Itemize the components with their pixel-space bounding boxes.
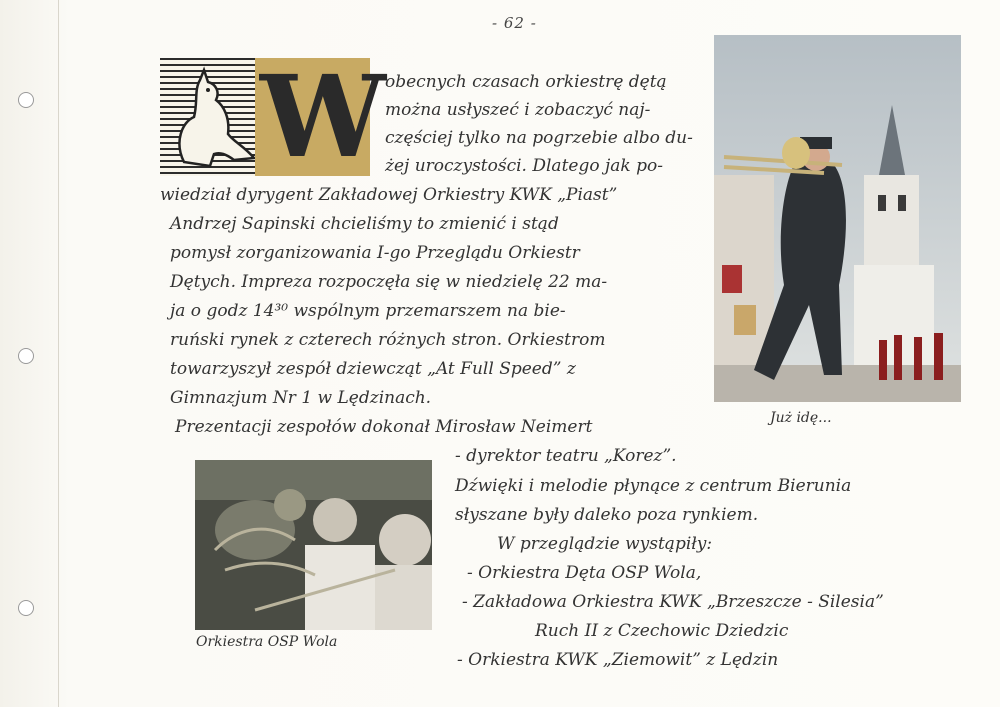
text-line: ja o godz 14³⁰ wspólnym przemarszem na bie-: [170, 301, 566, 321]
text-line: - Orkiestra Dęta OSP Wola,: [467, 563, 702, 583]
initial-letter: W: [260, 52, 386, 183]
text-line: Dźwięki i melodie płynące z centrum Bierunia: [455, 476, 852, 496]
text-line: Ruch II z Czechowic Dziedzic: [535, 621, 789, 641]
trombone-player-photo: [714, 35, 961, 402]
orchestra-photo: [195, 460, 432, 630]
text-line: - dyrektor teatru „Korez”.: [455, 446, 677, 466]
text-line: W przeglądzie wystąpiły:: [497, 534, 713, 554]
text-line: można usłyszeć i zobaczyć naj-: [385, 100, 651, 120]
text-line: towarzyszył zespół dziewcząt „At Full Speed” z: [170, 359, 576, 379]
bottom-photo-caption: Orkiestra OSP Wola: [196, 634, 338, 650]
kangaroo-illustration-icon: [164, 62, 260, 172]
text-line: obecnych czasach orkiestrę dętą: [385, 72, 667, 92]
text-line: częściej tylko na pogrzebie albo du-: [385, 128, 693, 148]
punch-hole-middle: [18, 348, 34, 364]
text-line: Gimnazjum Nr 1 w Lędzinach.: [170, 388, 432, 408]
binder-margin-line: [58, 0, 59, 707]
photo-image: [195, 460, 432, 630]
text-line: wiedział dyrygent Zakładowej Orkiestry KWK „Piast”: [160, 185, 618, 205]
page-number: - 62 -: [492, 14, 537, 32]
text-line: słyszane były daleko poza rynkiem.: [455, 505, 759, 525]
text-line: Dętych. Impreza rozpoczęła się w niedzielę 22 ma-: [170, 272, 608, 292]
text-line: Andrzej Sapinski chcieliśmy to zmienić i stąd: [170, 214, 559, 234]
photo-image: [714, 35, 961, 402]
top-photo-caption: Już idę...: [770, 410, 832, 426]
text-line: ruński rynek z czterech różnych stron. Orkiestrom: [170, 330, 606, 350]
text-line: - Zakładowa Orkiestra KWK „Brzeszcze - Silesia”: [462, 592, 884, 612]
punch-hole-top: [18, 92, 34, 108]
punch-hole-bottom: [18, 600, 34, 616]
text-line: Prezentacji zespołów dokonał Mirosław Neimert: [175, 417, 593, 437]
text-line: - Orkiestra KWK „Ziemowit” z Lędzin: [457, 650, 779, 670]
text-line: żej uroczystości. Dlatego jak po-: [385, 156, 663, 176]
decorative-initial: [160, 52, 386, 183]
text-line: pomysł zorganizowania I-go Przeglądu Orkiestr: [170, 243, 580, 263]
